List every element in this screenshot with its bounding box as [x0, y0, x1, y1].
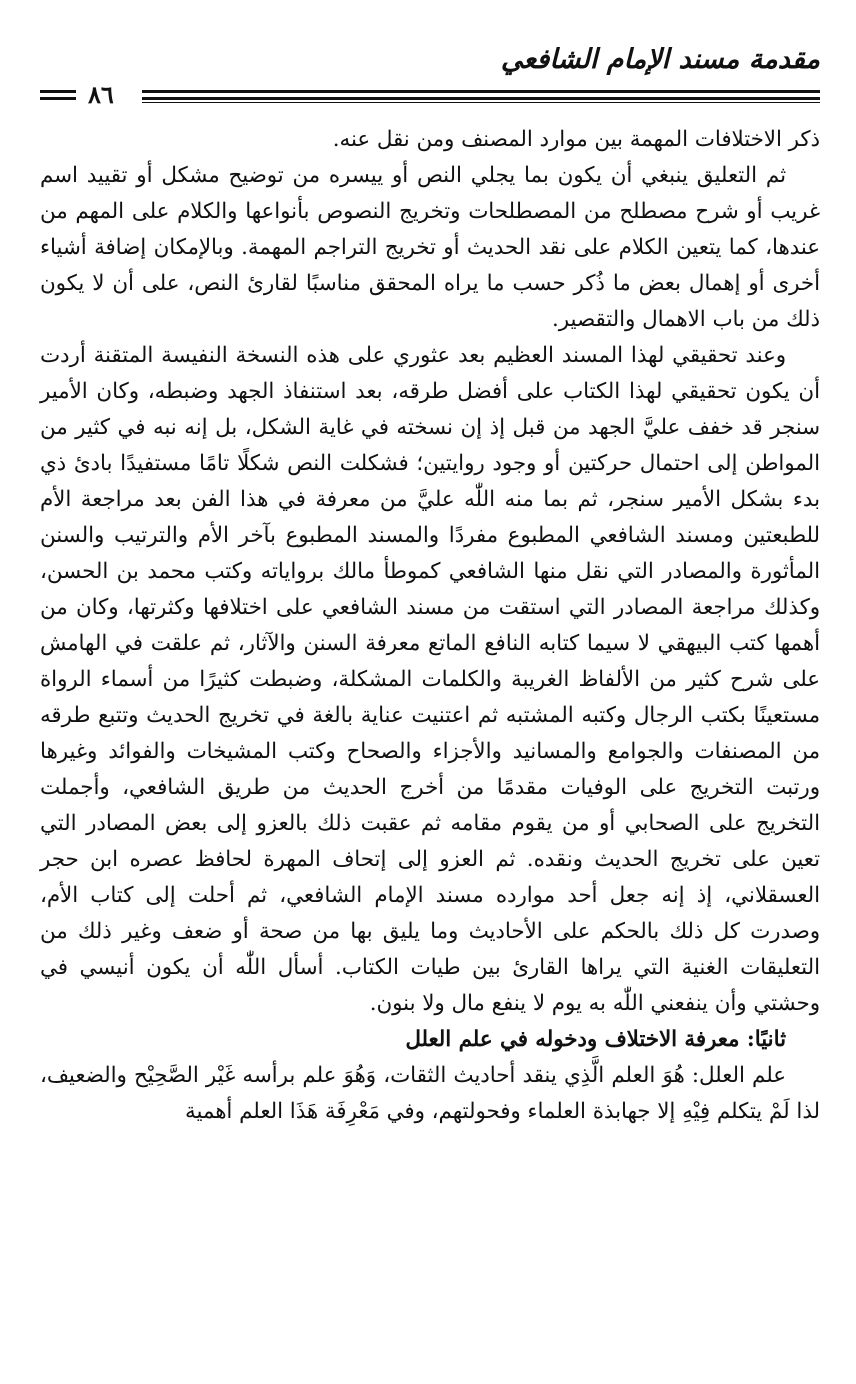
- page-number: ٨٦: [88, 80, 114, 109]
- running-title: مقدمة مسند الإمام الشافعي: [500, 44, 820, 75]
- header-rule: [40, 90, 820, 104]
- paragraph-3: وعند تحقيقي لهذا المسند العظيم بعد عثوري على هذه النسخة النفيسة المتقنة أردت أن يكون تحقيقي لهذا الكتاب على أفضل طرقه، بعد استنفاذ الجهد وضبطه، وكان الأمير سنجر قد خفف عليَّ الجهد من قبل إذ إن نسخته في غاية الشكل، بل إنه نبه في كثير من المواطن إلى احتمال حركتين أو وجود روايتين؛ فشكلت النص شكلًا تامًا مستفيدًا بادئ ذي بدء بشكل الأمير سنجر، ثم بما منه اللّٰه عليَّ من معرفة في هذا الفن بعد مراجعة الأم للطبعتين ومسند الشافعي المطبوع مفردًا والمسند المطبوع بآخر الأم والترتيب والسنن المأثورة والمصادر التي نقل منها الشافعي كموطأ مالك برواياته وكتب محمد بن الحسن، وكذلك مراجعة المصادر التي استقت من مسند الشافعي على اختلافها وكثرتها، وكان من أهمها كتب البيهقي لا سيما كتابه النافع الماتع معرفة السنن والآثار، ثم علقت في الهامش على شرح كثير من الألفاظ الغريبة والكلمات المشكلة، وضبطت كثيرًا من أسماء الرواة مستعينًا بكتب الرجال وكتبه المشتبه ثم اعتنيت عناية بالغة في تخريج الحديث وتتبع طرقه من المصنفات والجوامع والمسانيد والأجزاء والصحاح وكتب المشيخات والفوائد وغيرها ورتبت التخريج على الوفيات مقدمًا من أخرج الحديث من طريق الشافعي، وأجملت التخريج على الصحابي أو من يقوم مقامه ثم عقبت ذلك بالعزو إلى بعض المصادر التي تعين على تخريج الحديث ونقده. ثم العزو إلى إتحاف المهرة لحافظ عصره ابن حجر العسقلاني، إذ إنه جعل أحد موارده مسند الإمام الشافعي، ثم أحلت إلى كتاب الأم، وصدرت كل ذلك بالحكم على الأحاديث وما يليق بها من صحة أو ضعف وغير ذلك من التعليقات الغنية التي يراها القارئ بين طيات الكتاب. أسأل اللّٰه أن يكون أنيسي في وحشتي وأن ينفعني اللّٰه به يوم لا ينفع مال ولا بنون.: [40, 343, 820, 1016]
- section-label: ثانيًا:: [746, 1027, 786, 1052]
- page-header: [40, 36, 820, 108]
- body-text: [40, 122, 820, 1130]
- section-heading: [40, 1022, 820, 1058]
- section-title: معرفة الاختلاف ودخوله في علم العلل: [405, 1027, 740, 1052]
- header-rule-short: [40, 90, 76, 104]
- header-rule-long: [142, 90, 820, 104]
- paragraph-4: علم العلل: هُوَ العلم الَّذِي ينقد أحاديث الثقات، وَهُوَ علم برأسه غَيْر الصَّحِيْح والضعيف، لذا لَمْ يتكلم فِيْهِ إلا جهابذة العلماء وفحولتهم، وفي مَعْرِفَة هَذَا العلم أهمية: [40, 1063, 820, 1124]
- paragraph-1: ذكر الاختلافات المهمة بين موارد المصنف ومن نقل عنه.: [332, 127, 820, 152]
- paragraph-2: ثم التعليق ينبغي أن يكون بما يجلي النص أو ييسره من توضيح مشكل أو تقييد اسم غريب أو شرح مصطلح من المصطلحات وتخريج النصوص بأنواعها والكلام على المهم من عندها، كما يتعين الكلام على نقد الحديث أو تخريج التراجم المهمة. وبالإمكان إضافة أشياء أخرى أو إهمال بعض ما ذُكر حسب ما يراه المحقق مناسبًا لقارئ النص، على أن لا يكون ذلك من باب الاهمال والتقصير.: [40, 163, 820, 332]
